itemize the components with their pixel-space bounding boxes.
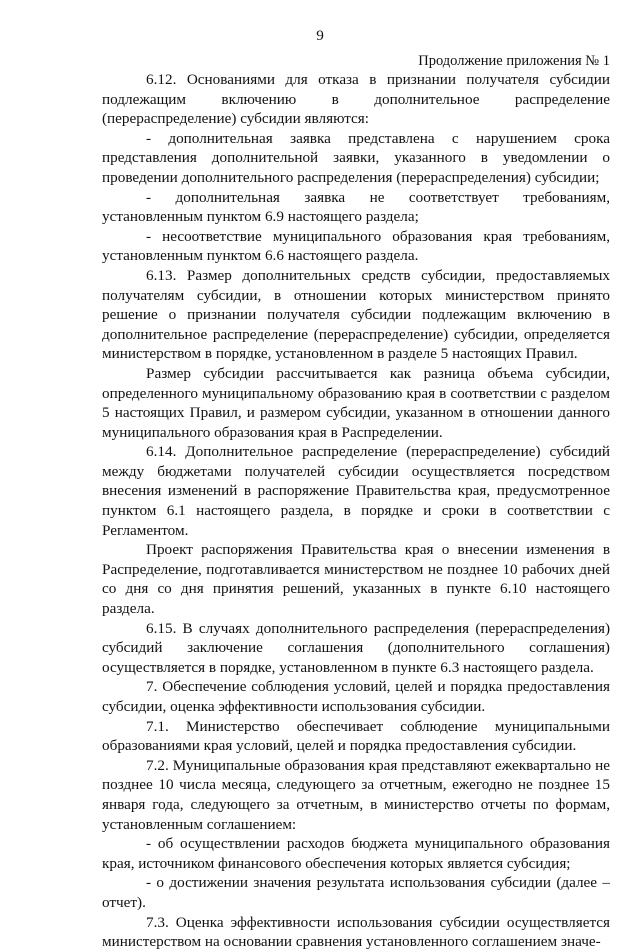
paragraph-7-2: 7.2. Муниципальные образования края представляют ежеквартально не позднее 10 числа месяца, следующего за отчетным, ежегодно не позднее 15 января года, следующего за отчетным, в министерство отчеты по формам, установленным соглашением: — [102, 756, 610, 833]
list-item: - дополнительная заявка представлена с нарушением срока представления дополнительной заявки, указанного в уведомлении о проведении дополнительного распределения (перераспределения) субсидии; — [102, 129, 610, 186]
list-item: - несоответствие муниципального образования края требованиям, установленным пунктом 6.6 настоящего раздела. — [102, 227, 610, 265]
document-body — [102, 70, 610, 952]
list-item: - о достижении значения результата использования субсидии (далее – отчет). — [102, 874, 610, 911]
paragraph-6-15: 6.15. В случаях дополнительного распределения (перераспределения) субсидий заключение соглашения (дополнительного соглашения) осуществляется в порядке, установленном в пункте 6.3 настоящего раздела. — [102, 619, 610, 676]
page-number: 9 — [316, 27, 324, 44]
paragraph-7-3: 7.3. Оценка эффективности использования субсидии осуществляется министерством на основании сравнения установленного соглашением значе- — [102, 913, 610, 951]
paragraph: Размер субсидии рассчитывается как разница объема субсидии, определенного муниципальному образованию края в соответствии с разделом 5 настоящих Правил, и размером субсидии, указанном в отношении данного муниципального образования края в Распределении. — [102, 364, 610, 441]
paragraph-6-13: 6.13. Размер дополнительных средств субсидии, предоставляемых получателям субсидии, в отношении которых министерством принято решение о признании получателя субсидии подлежащим включению в дополнительное распределение (перераспределение) субсидии, определяется министерством в порядке, установленном в разделе 5 настоящих Правил. — [102, 266, 610, 363]
paragraph-6-12: 6.12. Основаниями для отказа в признании получателя субсидии подлежащим включению в дополнительное распределение (перераспределение) субсидии являются: — [102, 71, 610, 128]
paragraph: Проект распоряжения Правительства края о внесении изменения в Распределение, подготавливается министерством не позднее 10 рабочих дней со дня со дня принятия решений, указанных в пункте 6.10 настоящего раздела. — [102, 541, 610, 618]
list-item: - об осуществлении расходов бюджета муниципального образования края, источником финансового обеспечения которых является субсидия; — [102, 835, 610, 872]
paragraph-6-14: 6.14. Дополнительное распределение (перераспределение) субсидий между бюджетами получателей субсидии осуществляется посредством внесения изменений в распоряжение Правительства края, предусмотренное пунктом 6.1 настоящего раздела, в порядке и сроки в соответствии с Регламентом. — [102, 443, 610, 539]
paragraph-7-1: 7.1. Министерство обеспечивает соблюдение муниципальными образованиями края условий, целей и порядка предоставления субсидии. — [102, 717, 610, 755]
list-item: - дополнительная заявка не соответствует требованиям, установленным пунктом 6.9 настоящего раздела; — [102, 188, 610, 226]
section-7-heading: 7. Обеспечение соблюдения условий, целей и порядка предоставления субсидии, оценка эффективности использования субсидии. — [102, 678, 610, 715]
appendix-continuation-label: Продолжение приложения № 1 — [418, 53, 610, 69]
